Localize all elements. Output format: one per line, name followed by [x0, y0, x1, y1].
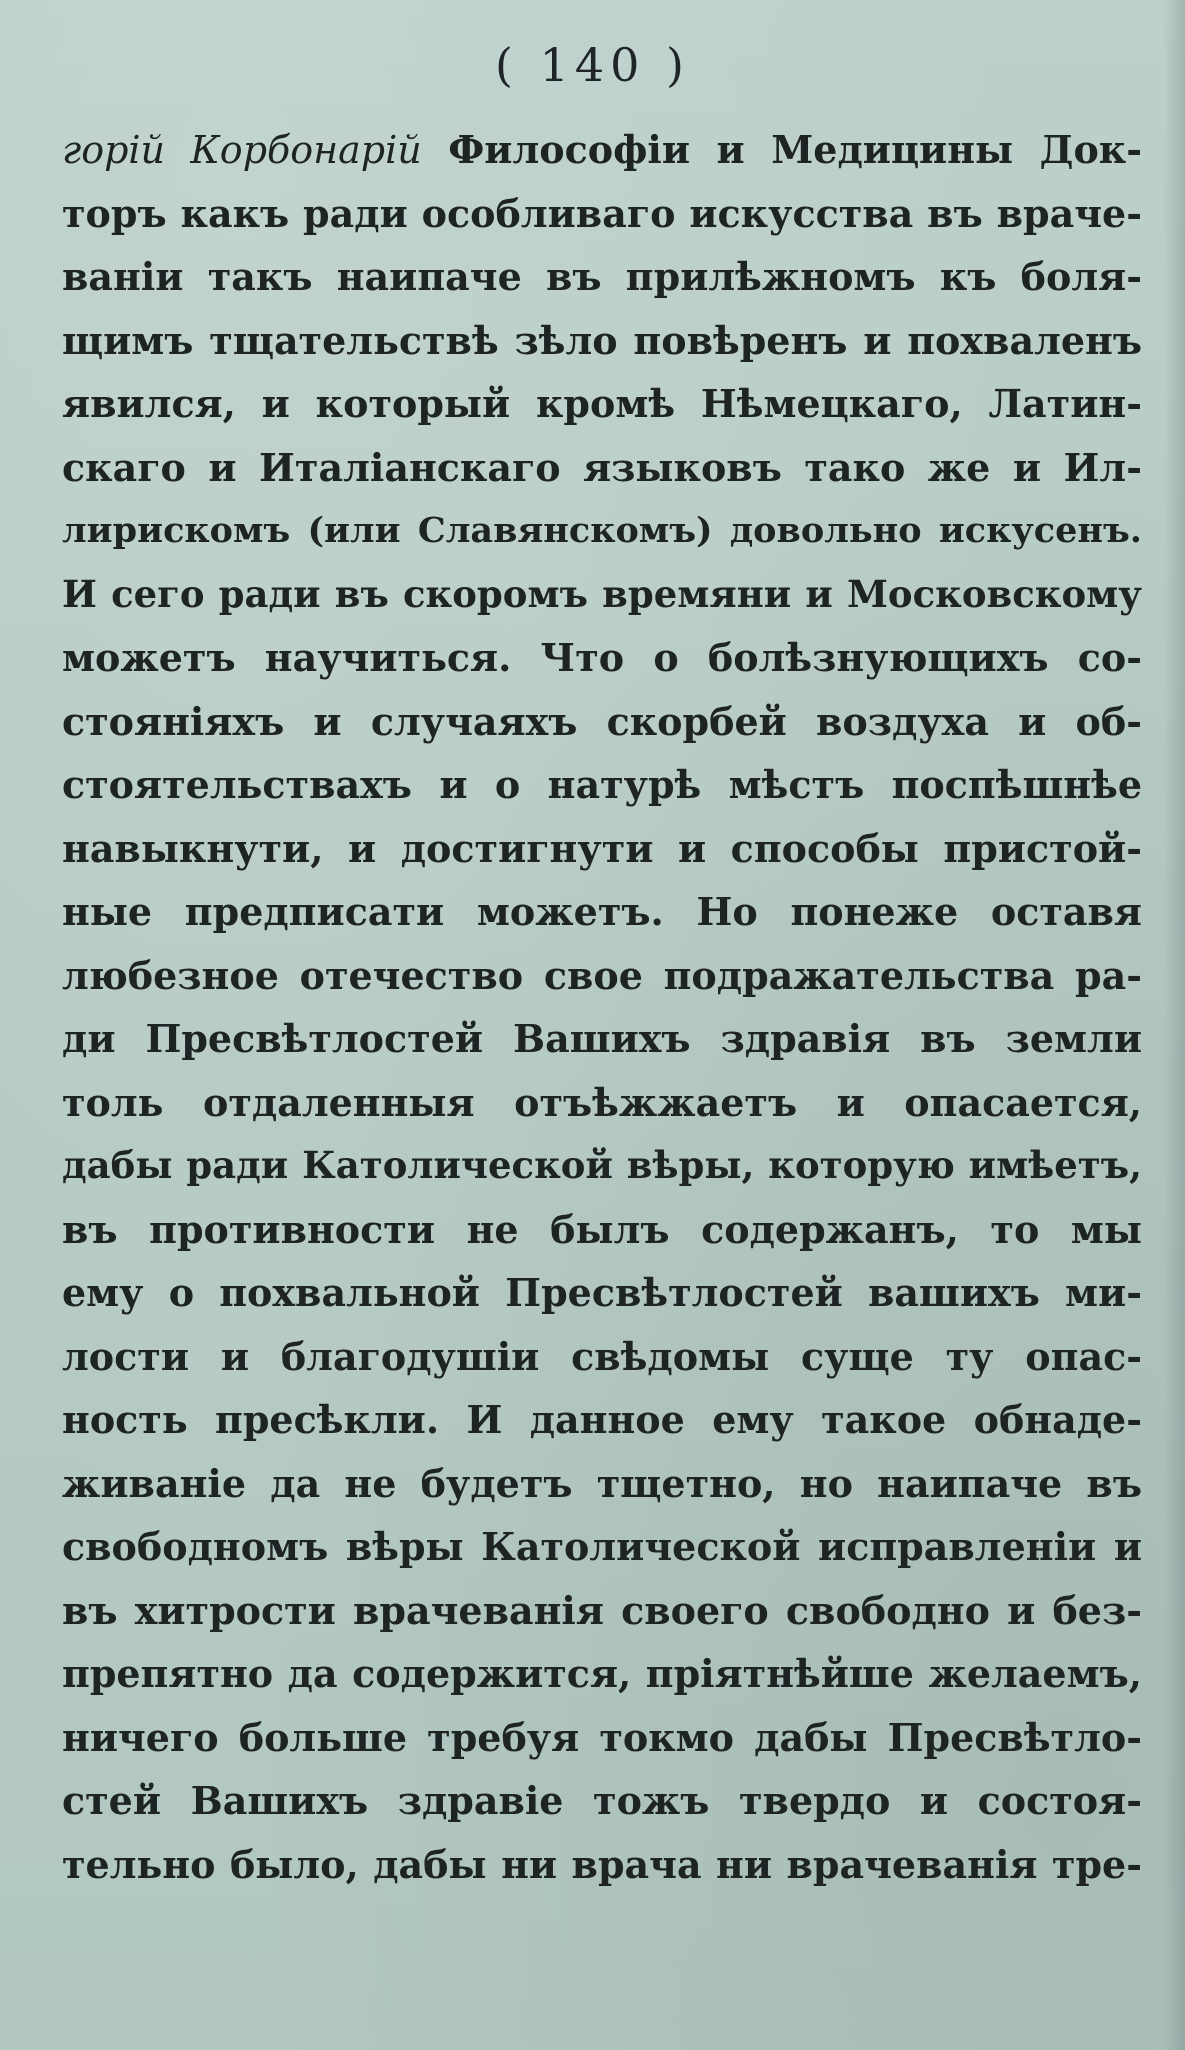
text-line: [62, 118, 1142, 182]
text-line: [62, 309, 1142, 373]
text-line-content: тельно было, дабы ни врача ни врачеванія тре-: [62, 1841, 1142, 1887]
page-edge-shadow: [1163, 0, 1185, 2050]
text-line-content: свободномъ вѣры Католической исправленіи и: [62, 1524, 1142, 1569]
text-line: [62, 817, 1142, 881]
text-line-italic: горій Корбонарій: [62, 128, 422, 172]
text-line-content: ди Пресвѣтлостей Вашихъ здравія въ земли: [62, 1016, 1142, 1061]
text-line: [62, 944, 1142, 1008]
text-line: [62, 245, 1142, 309]
text-line-content: ему о похвальной Пресвѣтлостей вашихъ ми-: [62, 1270, 1142, 1315]
text-line-content: Философіи и Медицины Док-: [421, 127, 1142, 172]
text-line-content: стояніяхъ и случаяхъ скорбей воздуха и об-: [62, 698, 1142, 744]
text-line: [62, 1833, 1142, 1897]
text-line-content: И сего ради въ скоромъ времяни и Московскому: [62, 571, 1142, 616]
text-line: [62, 1325, 1142, 1389]
text-line: [62, 1515, 1142, 1579]
text-line: [62, 499, 1142, 563]
text-line-content: ваніи такъ наипаче въ прилѣжномъ къ боля-: [62, 254, 1142, 299]
text-line: [62, 1452, 1142, 1516]
text-line: [62, 1706, 1142, 1770]
text-line: [62, 626, 1142, 690]
text-line-content: торъ какъ ради особливаго искусства въ враче-: [62, 190, 1142, 236]
text-line: [62, 1198, 1142, 1262]
text-line-content: навыкнути, и достигнути и способы пристой-: [62, 825, 1142, 871]
text-line: [62, 1261, 1142, 1325]
text-line-content: въ противности не былъ содержанъ, то мы: [62, 1206, 1142, 1252]
text-line: [62, 436, 1142, 500]
page-number: ( 140 ): [495, 38, 690, 92]
text-line-content: ничего больше требуя токмо дабы Пресвѣтло-: [62, 1714, 1142, 1760]
text-line: [62, 880, 1142, 944]
text-line: [62, 753, 1142, 817]
text-line-content: явился, и который кромѣ Нѣмецкаго, Латин-: [62, 381, 1142, 426]
text-line-content: въ хитрости врачеванія своего свободно и без-: [62, 1587, 1142, 1633]
text-line: [62, 1769, 1142, 1833]
text-line: [62, 690, 1142, 754]
text-line-content: стоятельствахъ и о натурѣ мѣстъ поспѣшнѣе: [62, 762, 1142, 807]
text-line: [62, 1071, 1142, 1135]
body-text: [62, 118, 1142, 1896]
text-line: [62, 1579, 1142, 1643]
text-line-content: любезное отечество свое подражательства ра-: [62, 952, 1142, 998]
text-line: [62, 372, 1142, 436]
text-line-content: дабы ради Католической вѣры, которую имѣетъ,: [62, 1143, 1142, 1187]
text-line: [62, 1007, 1142, 1071]
text-line-content: ность пресѣкли. И данное ему такое обнаде-: [62, 1397, 1142, 1442]
text-line: [62, 182, 1142, 246]
text-line-content: лости и благодушіи свѣдомы суще ту опас-: [62, 1333, 1142, 1379]
text-line-content: скаго и Италіанскаго языковъ тако же и Ил-: [62, 444, 1142, 490]
text-line: [62, 1388, 1142, 1452]
text-line-content: щимъ тщательствѣ зѣло повѣренъ и похваленъ: [62, 317, 1142, 363]
text-line-content: можетъ научиться. Что о болѣзнующихъ со-: [62, 635, 1142, 680]
text-line: [62, 563, 1142, 627]
text-line-content: лирискомъ (или Славянскомъ) довольно искусенъ.: [62, 510, 1142, 551]
text-line-content: препятно да содержится, пріятнѣйше желаемъ,: [62, 1651, 1142, 1696]
text-line-content: толь отдаленныя отъѣжжаетъ и опасается,: [62, 1079, 1142, 1125]
text-line: [62, 1134, 1142, 1198]
text-line-content: стей Вашихъ здравіе тожъ твердо и состоя-: [62, 1778, 1142, 1823]
text-line-content: ные предписати можетъ. Но понеже оставя: [62, 889, 1142, 934]
text-line-content: живаніе да не будетъ тщетно, но наипаче въ: [62, 1460, 1142, 1506]
text-line: [62, 1642, 1142, 1706]
